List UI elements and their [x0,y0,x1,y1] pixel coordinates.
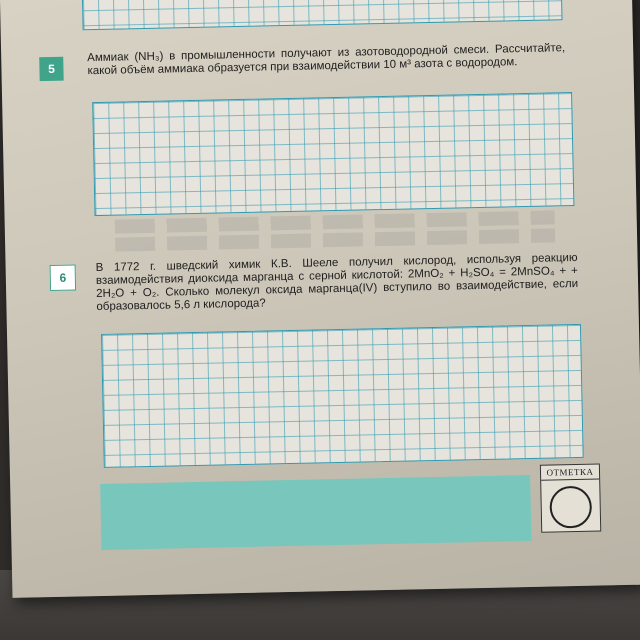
answer-grid-previous [82,0,563,30]
task-6-number-badge: 6 [50,264,77,291]
task-5-number-badge: 5 [39,57,63,81]
task-5-text: Аммиак (NH₃) в промышленности получают из азотоводородной смеси. Рассчитайте, какой объём аммиака образуется при взаимодействии 10 м³ азота с водородом. [87,42,566,78]
task-6-text: В 1772 г. шведский химик К.В. Шееле получил кислород, используя реакцию взаимодействия диоксида марганца с серной кислотой: 2MnO₂ + H₂SO₄ = 2MnSO₄ + + 2H₂O + O₂. Сколько молекул оксида марганца(IV) вступило во взаимодействие, если образовалось 5,6 л кислорода? [95,251,579,314]
grade-box[interactable] [540,464,601,533]
grade-box-label: ОТМЕТКА [541,465,599,481]
summary-band [100,475,531,550]
task-6-answer-grid[interactable] [101,324,584,468]
task-5-answer-grid[interactable] [92,92,574,216]
grade-circle[interactable] [549,486,592,529]
